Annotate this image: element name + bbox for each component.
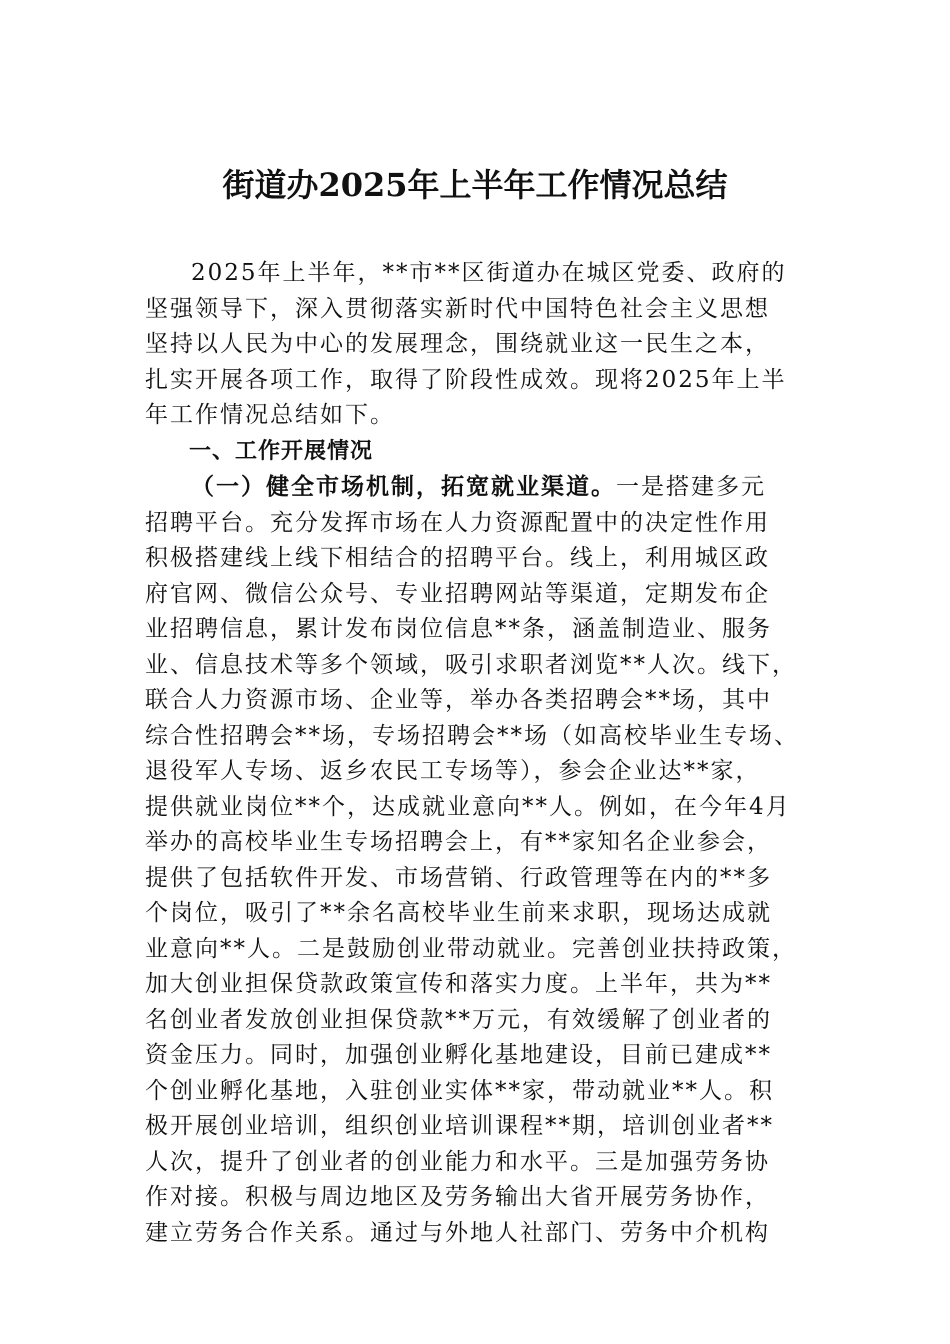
document-body [145, 256, 810, 1251]
intro-line: 2025年上半年，**市**区街道办在城区党委、政府的 [191, 260, 787, 286]
body-line: 资金压力。同时，加强创业孵化基地建设，目前已建成** [145, 1042, 772, 1068]
subsection-first-line [145, 469, 810, 506]
body-line: 举办的高校毕业生专场招聘会上，有**家知名企业参会， [145, 829, 772, 855]
body-line: 人次，提升了创业者的创业能力和水平。三是加强劳务协 [145, 1148, 770, 1175]
body-line: 积极搭建线上线下相结合的招聘平台。线上，利用城区政 [145, 545, 770, 571]
subsection-heading-1: （一）健全市场机制，拓宽就业渠道。 [191, 473, 616, 500]
body-line: 府官网、微信公众号、专业招聘网站等渠道，定期发布企 [145, 580, 770, 607]
body-line: 极开展创业培训，组织创业培训课程**期，培训创业者** [145, 1113, 774, 1139]
section-heading-1: 一、工作开展情况 [189, 438, 374, 464]
subsection-first-line-rest: 一是搭建多元 [616, 474, 766, 500]
body-line: 加大创业担保贷款政策宣传和落实力度。上半年，共为** [145, 971, 772, 997]
intro-line: 年工作情况总结如下。 [145, 402, 395, 428]
intro-line: 坚强领导下，深入贯彻落实新时代中国特色社会主义思想 [145, 295, 770, 322]
body-line: 退役军人专场、返乡农民工专场等），参会企业达**家， [145, 758, 761, 784]
body-line: 提供就业岗位**个，达成就业意向**人。例如，在今年4月 [145, 793, 791, 820]
intro-line: 扎实开展各项工作，取得了阶段性成效。现将2025年上半 [145, 366, 787, 393]
body-line: 个创业孵化基地，入驻创业实体**家，带动就业**人。积 [145, 1077, 774, 1104]
intro-paragraph [145, 256, 810, 434]
body-line: 业、信息技术等多个领域，吸引求职者浏览**人次。线下， [145, 651, 797, 678]
body-line: 作对接。积极与周边地区及劳务输出大省开展劳务协作， [145, 1184, 770, 1210]
intro-line: 坚持以人民为中心的发展理念，围绕就业这一民生之本， [145, 331, 770, 357]
document-title: 街道办2025年上半年工作情况总结 [222, 166, 728, 204]
subsection-paragraph-1 [145, 469, 810, 1251]
body-line: 综合性招聘会**场，专场招聘会**场（如高校毕业生专场、 [145, 722, 799, 749]
body-line: 招聘平台。充分发挥市场在人力资源配置中的决定性作用 [145, 509, 770, 536]
body-line: 建立劳务合作关系。通过与外地人社部门、劳务中介机构 [145, 1219, 770, 1246]
body-line: 业招聘信息，累计发布岗位信息**条，涵盖制造业、服务 [145, 616, 772, 642]
body-line: 名创业者发放创业担保贷款**万元，有效缓解了创业者的 [145, 1006, 772, 1033]
body-line: 提供了包括软件开发、市场营销、行政管理等在内的**多 [145, 864, 772, 891]
body-line: 联合人力资源市场、企业等，举办各类招聘会**场，其中 [145, 687, 772, 713]
body-line: 业意向**人。二是鼓励创业带动就业。完善创业扶持政策， [145, 935, 797, 962]
body-line: 个岗位，吸引了**余名高校毕业生前来求职，现场达成就 [145, 900, 772, 926]
